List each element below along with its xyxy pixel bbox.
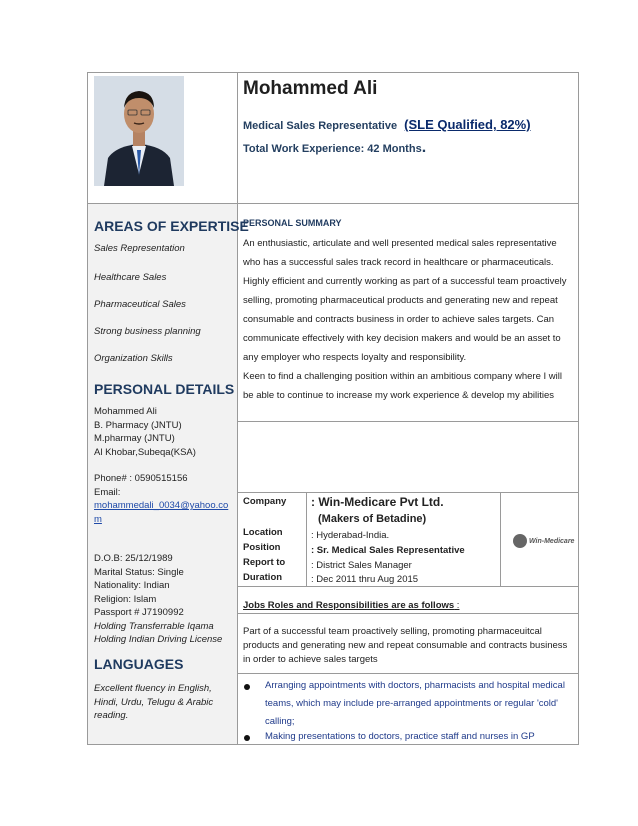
passport-number: Passport # J7190992 [94, 607, 184, 618]
roles-heading [243, 600, 459, 611]
email-label: Email: [94, 486, 121, 498]
summary-line: selling, promoting pharmaceutical products and generating new and repeat [243, 295, 558, 306]
roles-intro-line: in order to achieve sales targets [243, 654, 378, 665]
position-label: Position [243, 542, 281, 553]
roles-heading-colon: : [454, 600, 460, 611]
report-to-value: : District Sales Manager [311, 560, 412, 571]
skill-item: Pharmaceutical Sales [94, 299, 186, 310]
summary-line: Keen to find a challenging position within an ambitious company where I will [243, 371, 562, 382]
job-logo-divider [500, 492, 501, 586]
roles-intro-line: Part of a successful team proactively selling, promoting pharmaceuitcal [243, 626, 542, 637]
roles-heading-text: Jobs Roles and Responsibilities are as follows [243, 600, 455, 611]
summary-line: be able to continue to increase my work experience & develop my abilities [243, 390, 555, 401]
skill-item: Organization Skills [94, 353, 173, 364]
job-label-divider [306, 492, 307, 586]
email-link[interactable]: mohammedali_0034@yahoo.co [94, 500, 229, 511]
detail-line: Mohammed Ali [94, 406, 157, 417]
driving-license: Holding Indian Driving License [94, 634, 223, 645]
detail-line: Al Khobar,Subeqa(KSA) [94, 446, 196, 458]
bullet-icon [244, 735, 250, 741]
work-experience-text: Total Work Experience: 42 Months [243, 143, 422, 155]
position-value: : Sr. Medical Sales Representative [311, 545, 465, 556]
summary-line: who has a successful sales track record in healthcare or pharmaceuticals. [243, 257, 554, 268]
row-divider-header [87, 203, 579, 204]
summary-line: any employer who respects loyalty and responsibility. [243, 352, 467, 363]
logo-text: Win-Medicare [529, 537, 575, 545]
language-line: reading. [94, 710, 129, 721]
company-logo [513, 533, 575, 549]
skill-item: Sales Representation [94, 243, 185, 254]
date-of-birth: D.O.B: 25/12/1989 [94, 553, 173, 564]
language-line: Excellent fluency in English, [94, 683, 212, 694]
nationality: Nationality: Indian [94, 580, 170, 591]
work-experience-dot: . [421, 139, 427, 156]
email-link-continued[interactable]: m [94, 513, 102, 525]
candidate-name: Mohammed Ali [243, 78, 378, 99]
religion: Religion: Islam [94, 593, 157, 605]
personal-details-block [94, 405, 228, 647]
row-divider-roles [237, 586, 579, 587]
location-label: Location [243, 527, 283, 538]
skill-item: Strong business planning [94, 326, 201, 337]
expertise-heading: AREAS OF EXPERTISE [94, 218, 249, 234]
responsibility-line: calling; [265, 716, 295, 727]
qualification-text: (SLE Qualified, 82%) [404, 117, 531, 132]
personal-details-heading: PERSONAL DETAILS [94, 381, 235, 397]
row-divider-summary [237, 421, 579, 422]
job-title [243, 117, 531, 132]
detail-line: M.pharmay (JNTU) [94, 433, 175, 444]
company-subtitle: (Makers of Betadine) [318, 513, 427, 525]
marital-status: Marital Status: Single [94, 566, 184, 578]
responsibility-line: Arranging appointments with doctors, pharmacists and hospital medical [265, 680, 565, 691]
languages-block [94, 682, 213, 723]
responsibility-line: Making presentations to doctors, practice staff and nurses in GP [265, 731, 535, 742]
responsibility-line: teams, which may include pre-arranged appointments or regular 'cold' [265, 698, 558, 709]
iqama-status: Holding Transferrable Iqama [94, 620, 214, 632]
skill-item: Healthcare Sales [94, 272, 167, 283]
phone-number: Phone# : 0590515156 [94, 473, 188, 484]
summary-heading: PERSONAL SUMMARY [243, 218, 342, 228]
row-divider-bullets [237, 673, 579, 674]
company-label: Company [243, 496, 287, 507]
profile-photo [94, 76, 184, 186]
bullet-icon [244, 684, 250, 690]
row-divider-intro [237, 613, 579, 614]
duration-label: Duration [243, 572, 283, 583]
language-line: Hindi, Urdu, Telugu & Arabic [94, 696, 214, 708]
duration-value: : Dec 2011 thru Aug 2015 [311, 574, 419, 585]
roles-intro-line: products and generating new and repeat consumable and contracts business [243, 640, 568, 651]
summary-line: An enthusiastic, articulate and well presented medical sales representative [243, 238, 557, 249]
work-experience [243, 139, 426, 157]
report-to-label: Report to [243, 557, 286, 568]
summary-line: consumable and contracts business in order to achieve sales targets. Can [243, 314, 555, 325]
languages-heading: LANGUAGES [94, 656, 184, 672]
company-name: : Win-Medicare Pvt Ltd. [311, 495, 444, 509]
column-divider [237, 72, 238, 745]
company-location: : Hyderabad-India. [311, 530, 390, 541]
logo-mark-icon [513, 534, 527, 548]
detail-line: B. Pharmacy (JNTU) [94, 419, 182, 431]
row-divider-job [237, 492, 579, 493]
job-title-text: Medical Sales Representative [243, 120, 398, 132]
summary-line: communicate effectively with key decision makers and would be an asset to [243, 333, 561, 344]
summary-line: Highly efficient and currently working as part of a successful team proactively [243, 276, 567, 287]
